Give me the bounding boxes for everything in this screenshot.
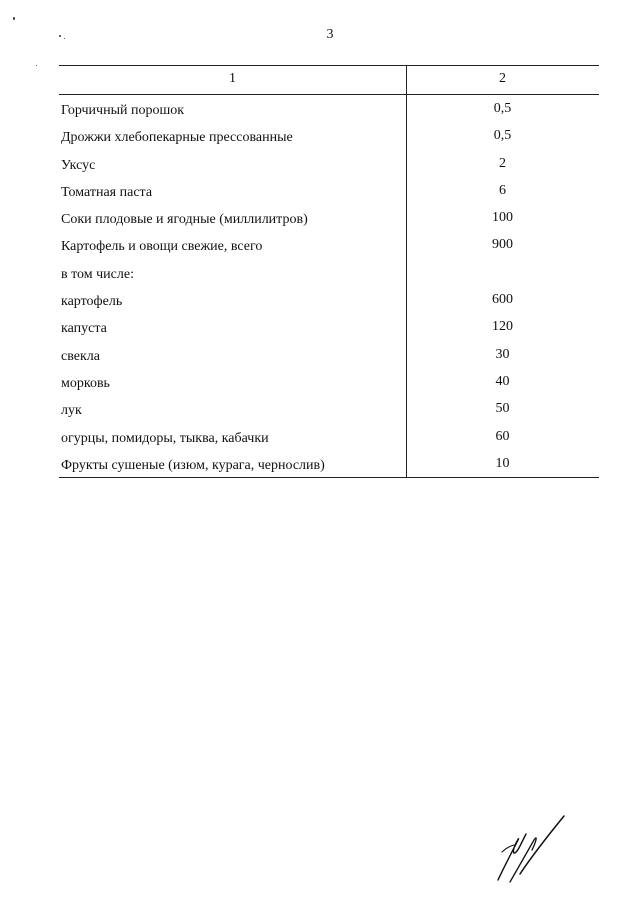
table-row [59,341,599,368]
signature-image [492,812,572,887]
row-item-name: свекла [61,348,100,364]
row-item-value: 2 [499,155,506,171]
scan-speck [13,17,15,20]
row-item-name: в том числе: [61,266,134,282]
data-table [59,65,599,478]
row-item-value: 900 [492,237,513,253]
table-row [59,231,599,258]
row-item-value: 30 [495,346,510,362]
row-item-value: 10 [495,455,510,471]
table-row [59,313,599,340]
row-item-value: 0,5 [493,128,512,144]
table-row [59,286,599,313]
row-item-name: огурцы, помидоры, тыква, кабачки [61,430,269,446]
scan-speck [36,65,37,66]
table-row [59,150,599,177]
row-item-name: Картофель и овощи свежие, всего [61,239,263,255]
row-item-value: 0,5 [493,101,512,116]
table-row [59,204,599,231]
row-item-name: Соки плодовые и ягодные (миллилитров) [61,212,308,228]
row-item-name: Уксус [61,157,96,173]
table-row [59,259,599,286]
row-item-name: Фрукты сушеные (изюм, курага, чернослив) [61,457,325,473]
table-body [59,95,599,478]
row-item-value: 120 [492,319,513,335]
row-item-value: 40 [495,373,510,389]
row-item-name: морковь [61,375,110,391]
column-divider [406,66,407,94]
table-row [59,368,599,395]
row-item-value: 50 [495,401,510,417]
row-item-name: картофель [61,294,123,310]
table-row [59,395,599,422]
row-item-name: Томатная паста [61,184,153,200]
table-row [59,95,599,122]
table-row [59,122,599,149]
row-item-value: 6 [499,182,506,198]
header-column-2: 2 [499,71,506,86]
row-item-name: лук [61,403,82,419]
row-item-name: капуста [61,321,107,337]
row-item-name: Горчичный порошок [61,103,185,118]
row-item-value: 60 [495,428,510,444]
table-header [59,65,599,95]
table-row [59,423,599,450]
page-number: 3 [326,27,334,42]
row-item-name: Дрожжи хлебопекарные прессованные [61,130,293,146]
row-item-value: 600 [492,292,513,308]
table-row [59,177,599,204]
header-column-1: 1 [229,71,236,86]
table-row [59,450,599,477]
row-item-value: 100 [492,210,513,226]
